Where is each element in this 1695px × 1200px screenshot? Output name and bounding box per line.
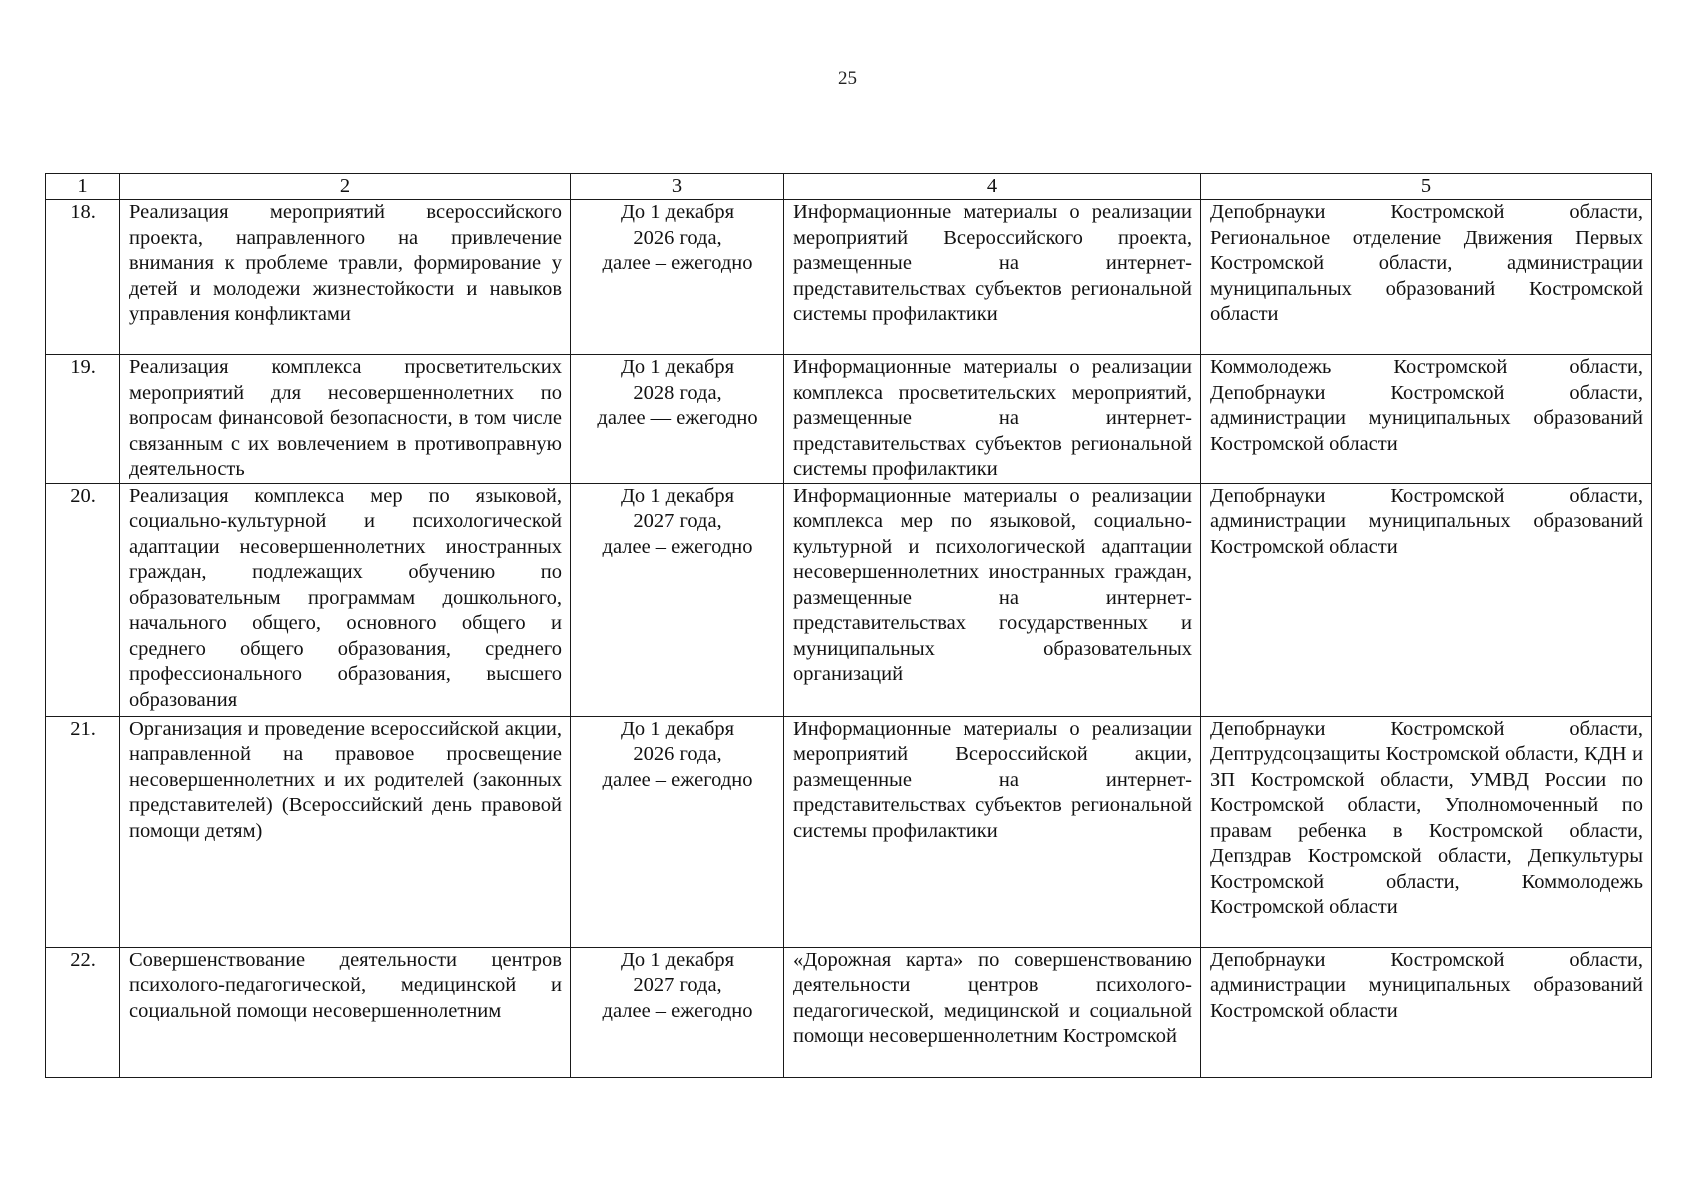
- deadline-line: 2027 года,: [633, 510, 722, 532]
- responsible-parties: Депобрнауки Костромской области, администрации муниципальных образований Костромской области: [1201, 483, 1652, 716]
- column-header-1: 1: [46, 174, 120, 200]
- measure-description: Совершенствование деятельности центров психолого-педагогической, медицинской и социальной помощи несовершеннолетним: [120, 947, 571, 1077]
- deadline-line: далее – ежегодно: [602, 252, 753, 274]
- table-row: [46, 716, 1652, 947]
- deadline-cell: [571, 200, 784, 355]
- deadline-line: далее – ежегодно: [602, 999, 753, 1022]
- deadline-line: 2027 года,: [633, 974, 722, 996]
- deadline-cell: [571, 355, 784, 484]
- expected-result: Информационные материалы о реализации мероприятий Всероссийского проекта, размещенные на интернет-представительствах субъектов региональной системы профилактики: [784, 200, 1201, 355]
- column-header-4: 4: [784, 174, 1201, 200]
- row-number: 19.: [46, 355, 120, 484]
- table-row: [46, 200, 1652, 355]
- table-row: [46, 947, 1652, 1077]
- deadline-line: далее — ежегодно: [597, 407, 758, 429]
- column-header-2: 2: [120, 174, 571, 200]
- deadline-line: До 1 декабря: [620, 484, 735, 507]
- expected-result: «Дорожная карта» по совершенствованию деятельности центров психолого-педагогической, медицинской и социальной помощи несовершеннолетним Костромской: [793, 948, 1192, 1047]
- row-number: 21.: [46, 716, 120, 947]
- deadline-cell: [571, 483, 784, 716]
- expected-result-cell: [784, 947, 1201, 1077]
- deadline-line: 2028 года,: [633, 381, 722, 404]
- deadline-cell: [571, 716, 784, 947]
- expected-result: Информационные материалы о реализации комплекса просветительских мероприятий, размещенные на интернет-представительствах субъектов региональной системы профилактики: [784, 355, 1201, 484]
- column-header-5: 5: [1201, 174, 1652, 200]
- responsible-parties: Депобрнауки Костромской области, администрации муниципальных образований Костромской области: [1201, 947, 1652, 1077]
- column-header-3: 3: [571, 174, 784, 200]
- responsible-parties: Депобрнауки Костромской области, Дептрудсоцзащиты Костромской области, КДН и ЗП Костромской области, УМВД России по Костромской области, Уполномоченный по правам ребенка в Костромской области, Депздрав Костромской области, Депкультуры Костромской области, Коммолодежь Костромской области: [1201, 716, 1652, 947]
- expected-result: Информационные материалы о реализации комплекса мер по языковой, социально-культурной и психологической адаптации несовершеннолетних иностранных граждан, размещенные на интернет-представительствах государственных и муниципальных образовательных организаций: [784, 483, 1201, 716]
- page-number: 25: [838, 68, 857, 89]
- responsible-parties: Депобрнауки Костромской области, Региональное отделение Движения Первых Костромской области, администрации муниципальных образований Костромской области: [1201, 200, 1652, 355]
- column-number-header-row: [46, 174, 1652, 200]
- row-number: 22.: [46, 947, 120, 1077]
- measures-table: [45, 173, 1652, 1078]
- deadline-line: До 1 декабря: [620, 717, 735, 740]
- deadline-line: далее – ежегодно: [602, 535, 753, 558]
- row-number: 20.: [46, 483, 120, 716]
- responsible-parties: Коммолодежь Костромской области, Депобрнауки Костромской области, администрации муниципальных образований Костромской области: [1201, 355, 1652, 484]
- measure-description: Реализация комплекса мер по языковой, социально-культурной и психологической адаптации несовершеннолетних иностранных граждан, подлежащих обучению по образовательным программам дошкольного, начального общего, основного общего и среднего общего образования, среднего профессионального образования, высшего образования: [120, 483, 571, 716]
- measure-description: Реализация комплекса просветительских мероприятий для несовершеннолетних по вопросам финансовой безопасности, в том числе связанным с их вовлечением в противоправную деятельность: [120, 355, 571, 484]
- deadline-line: До 1 декабря: [620, 356, 735, 378]
- deadline-cell: [571, 947, 784, 1077]
- deadline-line: 2026 года,: [633, 226, 722, 249]
- deadline-line: До 1 декабря: [620, 201, 735, 223]
- measure-description: Организация и проведение всероссийской акции, направленной на правовое просвещение несовершеннолетних и их родителей (законных представителей) (Всероссийский день правовой помощи детям): [120, 716, 571, 947]
- deadline-line: До 1 декабря: [620, 948, 735, 971]
- deadline-line: далее – ежегодно: [602, 768, 753, 791]
- table-row: [46, 483, 1652, 716]
- table-row: [46, 355, 1652, 484]
- expected-result: Информационные материалы о реализации мероприятий Всероссийской акции, размещенные на интернет-представительствах субъектов региональной системы профилактики: [784, 716, 1201, 947]
- deadline-line: 2026 года,: [633, 743, 722, 765]
- row-number: 18.: [46, 200, 120, 355]
- measure-description: Реализация мероприятий всероссийского проекта, направленного на привлечение внимания к проблеме травли, формирование у детей и молодежи жизнестойкости и навыков управления конфликтами: [120, 200, 571, 355]
